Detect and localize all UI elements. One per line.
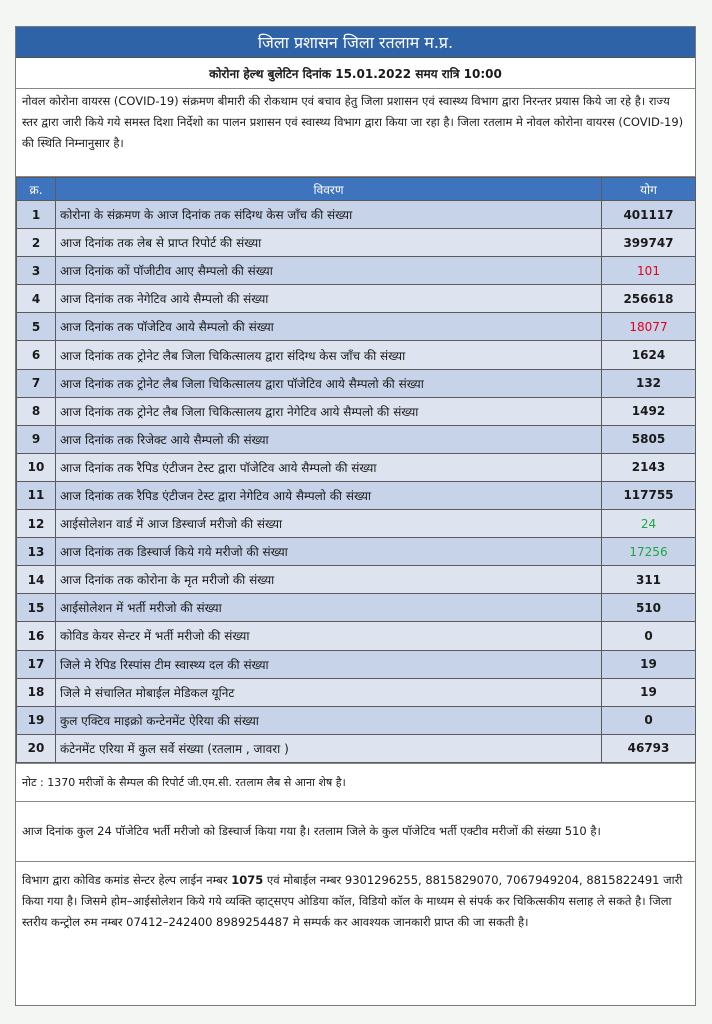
helpline-text-2: एवं मोबाईल नम्बर 9301296255, 8815829070, 7067949204, 8815822491 जारी किया गया है। जिसमे होम–आईसोलेशन किये गये व्यक्ति व्हाट्सएप ओडिया कॉल, विडियो कॉल के माध्यम से संपर्क कर चिकित्सकीय सलाह ले सकते है। जिला स्तरीय कन्ट्रोल रुम नम्बर 07412–242400 8989254487 मे सम्पर्क कर आवश्यक जानकारी प्राप्त की जा सकती है। <box>22 872 683 929</box>
discharge-paragraph: आज दिनांक कुल 24 पॉजेटिव भर्ती मरीजो को डिस्चार्ज किया गया है। रतलाम जिले के कुल पॉजेटिव भर्ती एक्टीव मरीजों की संख्या 510 है। <box>16 802 695 862</box>
table-row <box>17 369 696 397</box>
row-description: आज दिनांक तक रैपिड एंटीजन टेस्ट द्वारा पॉजेटिव आये सैम्पलो की संख्या <box>56 453 602 481</box>
row-description: जिले मे संचालित मोबाईल मेडिकल यूनिट <box>56 678 602 706</box>
row-sno: 10 <box>17 453 56 481</box>
row-value: 0 <box>602 706 696 734</box>
table-row <box>17 201 696 229</box>
row-description: कुल एक्टिव माइक्रो कन्टेनमेंट ऐरिया की संख्या <box>56 706 602 734</box>
page-title: जिला प्रशासन जिला रतलाम म.प्र. <box>16 27 695 58</box>
row-sno: 20 <box>17 734 56 762</box>
row-description: आईसोलेशन में भर्ती मरीजो की संख्या <box>56 594 602 622</box>
row-description: आज दिनांक तक कोरोना के मृत मरीजो की संख्या <box>56 566 602 594</box>
header-sno: क्र. <box>17 178 56 201</box>
table-row <box>17 650 696 678</box>
row-value: 101 <box>602 257 696 285</box>
row-value: 1624 <box>602 341 696 369</box>
row-sno: 16 <box>17 622 56 650</box>
table-row <box>17 341 696 369</box>
row-sno: 8 <box>17 397 56 425</box>
table-row <box>17 285 696 313</box>
row-sno: 13 <box>17 538 56 566</box>
row-value: 17256 <box>602 538 696 566</box>
row-sno: 2 <box>17 229 56 257</box>
table-row <box>17 510 696 538</box>
table-row <box>17 425 696 453</box>
bulletin-sheet <box>15 26 696 1006</box>
table-row <box>17 678 696 706</box>
row-sno: 4 <box>17 285 56 313</box>
table-row <box>17 594 696 622</box>
table-row <box>17 229 696 257</box>
header-description: विवरण <box>56 178 602 201</box>
row-description: कोविड केयर सेन्टर में भर्ती मरीजो की संख्या <box>56 622 602 650</box>
row-value: 311 <box>602 566 696 594</box>
row-sno: 1 <box>17 201 56 229</box>
row-sno: 14 <box>17 566 56 594</box>
row-value: 46793 <box>602 734 696 762</box>
stats-table-container <box>16 177 695 764</box>
row-sno: 3 <box>17 257 56 285</box>
row-description: जिले मे रेपिड रिस्पांस टीम स्वास्थ्य दल की संख्या <box>56 650 602 678</box>
row-value: 19 <box>602 678 696 706</box>
row-sno: 11 <box>17 481 56 509</box>
table-header-row <box>17 178 696 201</box>
row-sno: 6 <box>17 341 56 369</box>
stats-table <box>16 177 696 763</box>
table-row <box>17 481 696 509</box>
row-description: आज दिनांक कों पॉजीटीव आए सैम्पलो की संख्या <box>56 257 602 285</box>
row-sno: 17 <box>17 650 56 678</box>
row-description: कंटेनमेंट एरिया में कुल सर्वे संख्या (रतलाम , जावरा ) <box>56 734 602 762</box>
header-total: योग <box>602 178 696 201</box>
row-description: आज दिनांक तक ट्रोनेट लैब जिला चिकित्सालय द्वारा पॉजेटिव आये सैम्पलो की संख्या <box>56 369 602 397</box>
bulletin-subtitle: कोरोना हेल्थ बुलेटिन दिनांक 15.01.2022 समय रात्रि 10:00 <box>16 58 695 89</box>
table-row <box>17 706 696 734</box>
row-value: 401117 <box>602 201 696 229</box>
row-description: आज दिनांक तक ट्रोनेट लैब जिला चिकित्सालय द्वारा संदिग्ध केस जाँच की संख्या <box>56 341 602 369</box>
row-description: आज दिनांक तक रिजेक्ट आये सैम्पलो की संख्या <box>56 425 602 453</box>
helpline-number: 1075 <box>231 872 264 887</box>
row-description: आज दिनांक तक रैपिड एंटीजन टेस्ट द्वारा नेगेटिव आये सैम्पलो की संख्या <box>56 481 602 509</box>
row-sno: 19 <box>17 706 56 734</box>
row-description: आज दिनांक तक पॉजेटिव आये सैम्पलो की संख्या <box>56 313 602 341</box>
row-sno: 7 <box>17 369 56 397</box>
row-value: 19 <box>602 650 696 678</box>
table-row <box>17 453 696 481</box>
table-row <box>17 397 696 425</box>
row-description: आज दिनांक तक डिस्चार्ज किये गये मरीजो की संख्या <box>56 538 602 566</box>
row-value: 5805 <box>602 425 696 453</box>
row-value: 18077 <box>602 313 696 341</box>
table-row <box>17 313 696 341</box>
row-value: 399747 <box>602 229 696 257</box>
row-sno: 5 <box>17 313 56 341</box>
row-description: आईसोलेशन वार्ड में आज डिस्चार्ज मरीजो की संख्या <box>56 510 602 538</box>
row-sno: 9 <box>17 425 56 453</box>
row-value: 132 <box>602 369 696 397</box>
table-row <box>17 566 696 594</box>
row-description: आज दिनांक तक लेब से प्राप्त रिपोर्ट की संख्या <box>56 229 602 257</box>
row-value: 510 <box>602 594 696 622</box>
row-value: 2143 <box>602 453 696 481</box>
helpline-text-1: विभाग द्वारा कोविड कमांड सेन्टर हेल्प लाईन नम्बर <box>22 872 232 887</box>
table-row <box>17 734 696 762</box>
helpline-paragraph <box>16 862 695 935</box>
row-sno: 12 <box>17 510 56 538</box>
row-value: 24 <box>602 510 696 538</box>
row-sno: 18 <box>17 678 56 706</box>
intro-paragraph: नोवल कोरोना वायरस (COVID-19) संक्रमण बीमारी की रोकथाम एवं बचाव हेतु जिला प्रशासन एवं स्वास्थ्य विभाग द्वारा निरन्तर प्रयास किये जा रहे है। राज्य स्तर द्वारा जारी किये गये समस्त दिशा निर्देशो का पालन प्रशासन एवं स्वास्थ्य विभाग द्वारा किया जा रहा है। जिला रतलाम मे नोवल कोरोना वायरस (COVID-19) की स्थिति निम्नानुसार है। <box>16 89 695 177</box>
row-description: कोरोना के संक्रमण के आज दिनांक तक संदिग्ध केस जाँच की संख्या <box>56 201 602 229</box>
note-text: नोट : 1370 मरीजों के सैम्पल की रिपोर्ट जी.एम.सी. रतलाम लैब से आना शेष है। <box>16 764 695 802</box>
table-body <box>17 201 696 763</box>
row-value: 117755 <box>602 481 696 509</box>
table-row <box>17 538 696 566</box>
row-value: 0 <box>602 622 696 650</box>
row-description: आज दिनांक तक ट्रोनेट लैब जिला चिकित्सालय द्वारा नेगेटिव आये सैम्पलो की संख्या <box>56 397 602 425</box>
row-value: 1492 <box>602 397 696 425</box>
row-sno: 15 <box>17 594 56 622</box>
row-description: आज दिनांक तक नेगेटिव आये सैम्पलो की संख्या <box>56 285 602 313</box>
table-row <box>17 622 696 650</box>
table-row <box>17 257 696 285</box>
row-value: 256618 <box>602 285 696 313</box>
